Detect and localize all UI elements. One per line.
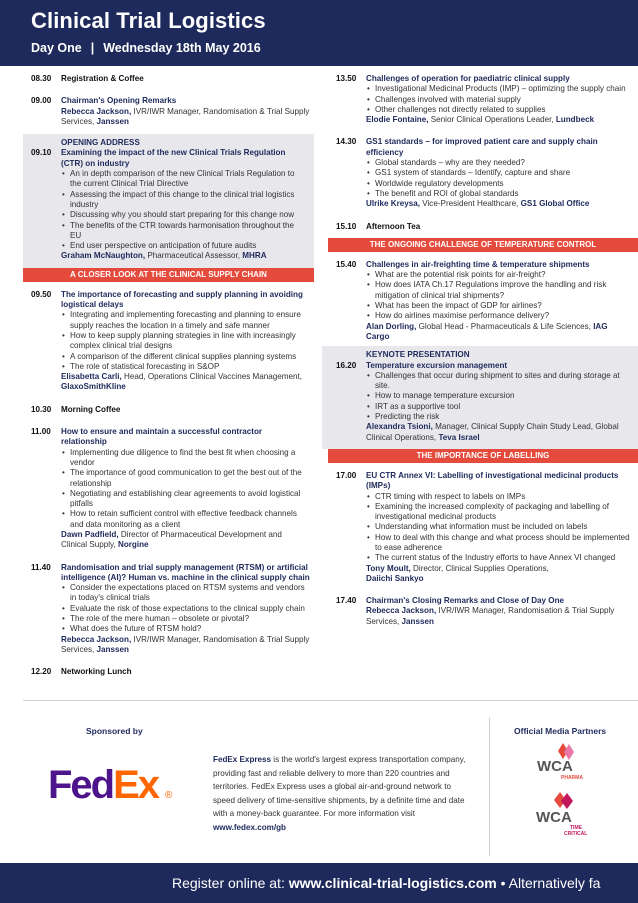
agenda-title: Morning Coffee [61,404,121,414]
bullet: • GS1 system of standards – Identify, capture and share [367,168,571,178]
speaker-role: IVR/IWR Manager, Randomisation & Trial Supply Services, [61,106,310,126]
vertical-divider [489,718,490,856]
speaker [366,199,632,209]
bullet: • How to manage temperature excursion [367,391,515,401]
agenda-time: 11.40 [31,562,51,572]
bullet: • Negotiating and establishing clear agreements to avoid logistical pitfalls [62,488,301,509]
speaker-company: Janssen [96,644,129,654]
agenda-time: 10.30 [31,404,52,414]
bullet: • Challenges that occur during shipment to sites and during storage at site. [367,370,620,391]
speaker-role: Head, Operations Clinical Vaccines Management, [121,372,302,382]
bullet: • What does the future of RTSM hold? [62,624,202,634]
bullet: • An in depth comparison of the new Clinical Trials Regulation to the current Clinical Trial Directive [62,169,295,189]
bullet-list [61,583,310,634]
bullet: • Assessing the impact of this change to the clinical trial logistics industry [62,189,295,209]
wca-pharma-logo [529,741,591,781]
sponsor-label: Sponsored by [86,726,143,736]
svg-text:TIME: TIME [570,825,582,831]
speaker [366,115,632,125]
speaker-company: Norgine [117,540,149,550]
bullet: • Other challenges not directly related to supplies [367,104,546,114]
agenda-item-airfreight [322,260,638,342]
agenda-item-gs1 [322,137,638,209]
agenda-time: 13.50 [336,74,357,83]
bullet: • Integrating and implementing forecasting and planning to ensure supply reaches the location in a timely and safe manner [62,310,301,330]
speaker-name: Ulrike Kreysa, [366,199,420,209]
agenda-time: 09.50 [31,289,52,299]
speaker-company: Daiichi Sankyo [366,573,424,583]
agenda-title: Challenges in air-freighting time & temperature shipments [366,259,590,269]
bullet-list [61,310,310,372]
bullet-list [61,448,310,530]
agenda-item-keynote [322,346,638,449]
speaker-company: GS1 Global Office [520,199,590,209]
footer-suffix: • Alternatively fa [496,875,601,891]
agenda-item-opening-remarks [0,96,320,127]
bullet: • The benefit and ROI of global standards [367,188,519,198]
bullet: • Investigational Medicinal Products (IMP) – optimizing the supply chain [367,84,626,94]
agenda-time: 14.30 [336,137,357,147]
bullet: • CTR timing with respect to labels on IMPs [367,491,526,501]
svg-text:FedEx: FedEx [48,763,159,806]
speaker [366,422,632,443]
agenda-time: 17.00 [336,470,357,480]
agenda-item-lunch [0,667,320,677]
bullet: • IRT as a supportive tool [367,401,461,411]
speaker-company: IAG Cargo [366,321,608,341]
speaker-name: Rebecca Jackson, [61,106,132,116]
agenda-item-rtsm [0,563,320,656]
agenda-time: 08.30 [31,74,52,83]
media-partners-label: Official Media Partners [514,726,607,736]
agenda-title: Chairman's Opening Remarks [61,96,177,106]
agenda-item-registration [0,74,320,84]
agenda-time: 09.00 [31,96,52,106]
session-label: KEYNOTE PRESENTATION [366,350,470,360]
page-header [0,0,638,66]
agenda-item-contractor [0,427,320,551]
bullet: • Consider the expectations placed on RTSM systems and vendors in today's clinical trials [62,583,305,603]
agenda-time: 11.00 [31,427,51,437]
agenda-time: 15.40 [336,259,357,269]
section-divider [23,700,638,701]
agenda-time: 15.10 [336,221,357,231]
speaker-role: Director of Pharmaceutical Development and Clinical Supply, [61,529,282,550]
session-label: OPENING ADDRESS [61,138,140,148]
bullet: • Worldwide regulatory developments [367,178,504,188]
bullet-list [366,371,632,422]
agenda-item-annex [322,471,638,584]
bullet-list [366,492,632,564]
speaker-role: Vice-President Healthcare, [420,199,521,209]
agenda-title: Examining the impact of the new Clinical Trials Regulation (CTR) on industry [61,148,286,168]
agenda-time: 09.10 [31,148,52,158]
agenda-item-paediatric [322,74,638,125]
date-label: Wednesday 18th May 2016 [103,41,261,55]
speaker-name: Rebecca Jackson, [366,606,437,616]
agenda-title: Temperature excursion management [366,360,508,370]
speaker-name: Elisabetta Carli, [61,372,122,382]
wca-time-critical-logo [530,790,592,838]
register-footer [0,863,638,903]
agenda-title: EU CTR Annex VI: Labelling of investigational medicinal products (IMPs) [366,470,619,491]
bullet: • Evaluate the risk of those expectations to the clinical supply chain [62,603,305,613]
agenda-title: Chairman's Closing Remarks and Close of Day One [366,596,565,606]
bullet: • Challenges involved with material supply [367,94,521,104]
bullet-list [366,158,632,199]
bullet: • How to retain sufficient control with effective feedback channels and data monitoring as a client [62,509,297,529]
speaker [366,322,632,343]
section-band-labelling: THE IMPORTANCE OF LABELLING [328,449,638,463]
speaker-name: Elodie Fontaine, [366,115,429,125]
agenda-right-column [322,74,638,627]
fedex-logo [46,760,178,806]
bullet: • Implementing due diligence to find the best fit when choosing a vendor [62,447,296,467]
speaker [61,372,310,393]
speaker [61,251,304,261]
page-subtitle [31,41,638,55]
speaker-role: Director, Clinical Supplies Operations, [410,563,549,573]
bullet: • Examining the increased complexity of packaging and labelling of investigational medicinal products [367,501,609,522]
bullet: • The benefits of the CTR towards harmonisation throughout the EU [62,220,295,240]
agenda-time: 17.40 [336,596,357,606]
bullet: • Discussing why you should start preparing for this change now [62,210,295,220]
agenda-title: GS1 standards – for improved patient care and supply chain efficiency [366,137,598,157]
speaker-company: Janssen [96,116,129,126]
agenda-title: Networking Lunch [61,667,132,677]
agenda-title: How to ensure and maintain a successful contractor relationship [61,427,263,447]
agenda-item-afternoon-tea [322,222,638,232]
section-band-temperature: THE ONGOING CHALLENGE OF TEMPERATURE CONTROL [328,238,638,252]
sponsor-blurb: is the world's largest express transportation company, providing fast and reliable delivery to more than 220 countries and territories. FedEx Express uses a global air-and-ground network to speed delivery of time-sensitive shipments, by a definite time and date with a money-back guarantee. For more information visit [213,755,466,819]
svg-text:WCA: WCA [537,758,573,775]
bullet: • The importance of good communication to get the best out of the relationship [62,468,302,488]
bullet: • How to deal with this change and what process should be implemented to ease adherence [367,532,630,552]
svg-text:CRITICAL: CRITICAL [564,831,588,837]
agenda-item-opening-address [23,134,314,268]
bullet: • What has been the impact of GDP for airlines? [367,301,542,311]
bullet: • How does IATA Ch.17 Regulations improve the handling and risk mitigation of clinical trial shipments? [367,280,607,300]
agenda-title: The importance of forecasting and supply planning in avoiding logistical delays [61,289,303,310]
agenda-title: Afternoon Tea [366,221,421,231]
speaker [366,564,632,585]
agenda-title: Registration & Coffee [61,74,144,83]
bullet: • The current status of the Industry efforts to have Annex VI changed [367,553,616,563]
register-url-link[interactable]: www.clinical-trial-logistics.com [288,875,497,891]
speaker-company: Janssen [401,616,434,626]
speaker [61,635,310,656]
speaker-name: Dawn Padfield, [61,529,119,539]
svg-text:PHARMA: PHARMA [561,775,583,781]
agenda-item-closing [322,596,638,627]
speaker [61,107,310,128]
bullet: • How do airlines maximise performance delivery? [367,311,550,321]
speaker-name: Graham McNaughton, [61,251,146,261]
svg-text:WCA: WCA [536,809,572,826]
bullet: • End user perspective on anticipation of future audits [62,241,257,251]
svg-text:®: ® [165,790,173,801]
speaker-company: Lundbeck [555,115,595,125]
page-title: Clinical Trial Logistics [31,8,266,33]
speaker-name: Alexandra Tsioni, [366,422,433,432]
speaker-name: Alan Dorling, [366,321,417,331]
speaker-role: Manager, Clinical Supply Chain Study Lead, Global Clinical Operations, [366,422,619,442]
agenda-title: Randomisation and trial supply management (RTSM) or artificial intelligence (AI)? Human vs. machine in the clinical supply chain [61,562,310,582]
speaker-role: IVR/IWR Manager, Randomisation & Trial Supply Services, [366,606,615,626]
bullet: • How to keep supply planning strategies in line with increasingly complex clinical trial designs [62,330,296,351]
bullet: • The role of the mere human – obsolete or pivotal? [62,614,250,624]
section-band-supply-chain: A CLOSER LOOK AT THE CLINICAL SUPPLY CHAIN [23,268,314,282]
bullet: • Global standards – why are they needed? [367,158,525,168]
agenda-item-morning-coffee [0,405,320,415]
bullet: • A comparison of the different clinical supplies planning systems [62,351,297,361]
sponsor-url[interactable]: www.fedex.com/gb [213,822,287,832]
speaker-company: GlaxoSmithKline [61,382,126,392]
sponsor-description [213,753,475,835]
bullet-list [61,169,304,251]
agenda-time: 16.20 [336,360,357,370]
speaker-role: Senior Clinical Operations Leader, [428,115,556,125]
speaker [366,606,632,627]
speaker-company: Teva Israel [438,432,480,442]
agenda-time: 12.20 [31,667,52,677]
speaker-name: Tony Moult, [366,563,411,573]
speaker-role: Pharmaceutical Assessor, [145,251,243,261]
agenda-left-column [0,74,320,678]
bullet-list [366,84,632,115]
footer-prefix: Register online at: [172,875,289,891]
speaker-company: MHRA [242,251,267,261]
bullet: • The role of statistical forecasting in S&OP [62,361,220,371]
day-label: Day One [31,41,82,55]
bullet: • Understanding what information must be included on labels [367,522,588,532]
agenda-title: Challenges of operation for paediatric clinical supply [366,74,570,83]
subtitle-separator: | [90,41,95,55]
agenda-item-forecasting [0,290,320,393]
bullet: • Predicting the risk [367,412,440,422]
speaker [61,530,310,551]
speaker-name: Rebecca Jackson, [61,634,132,644]
bullet-list [366,270,632,321]
sponsor-name: FedEx Express [213,755,272,764]
speaker-role: Global Head - Pharmaceuticals & Life Sciences, [416,321,594,331]
speaker-role: IVR/IWR Manager, Randomisation & Trial Supply Services, [61,634,310,654]
bullet: • What are the potential risk points for air-freight? [367,270,546,280]
